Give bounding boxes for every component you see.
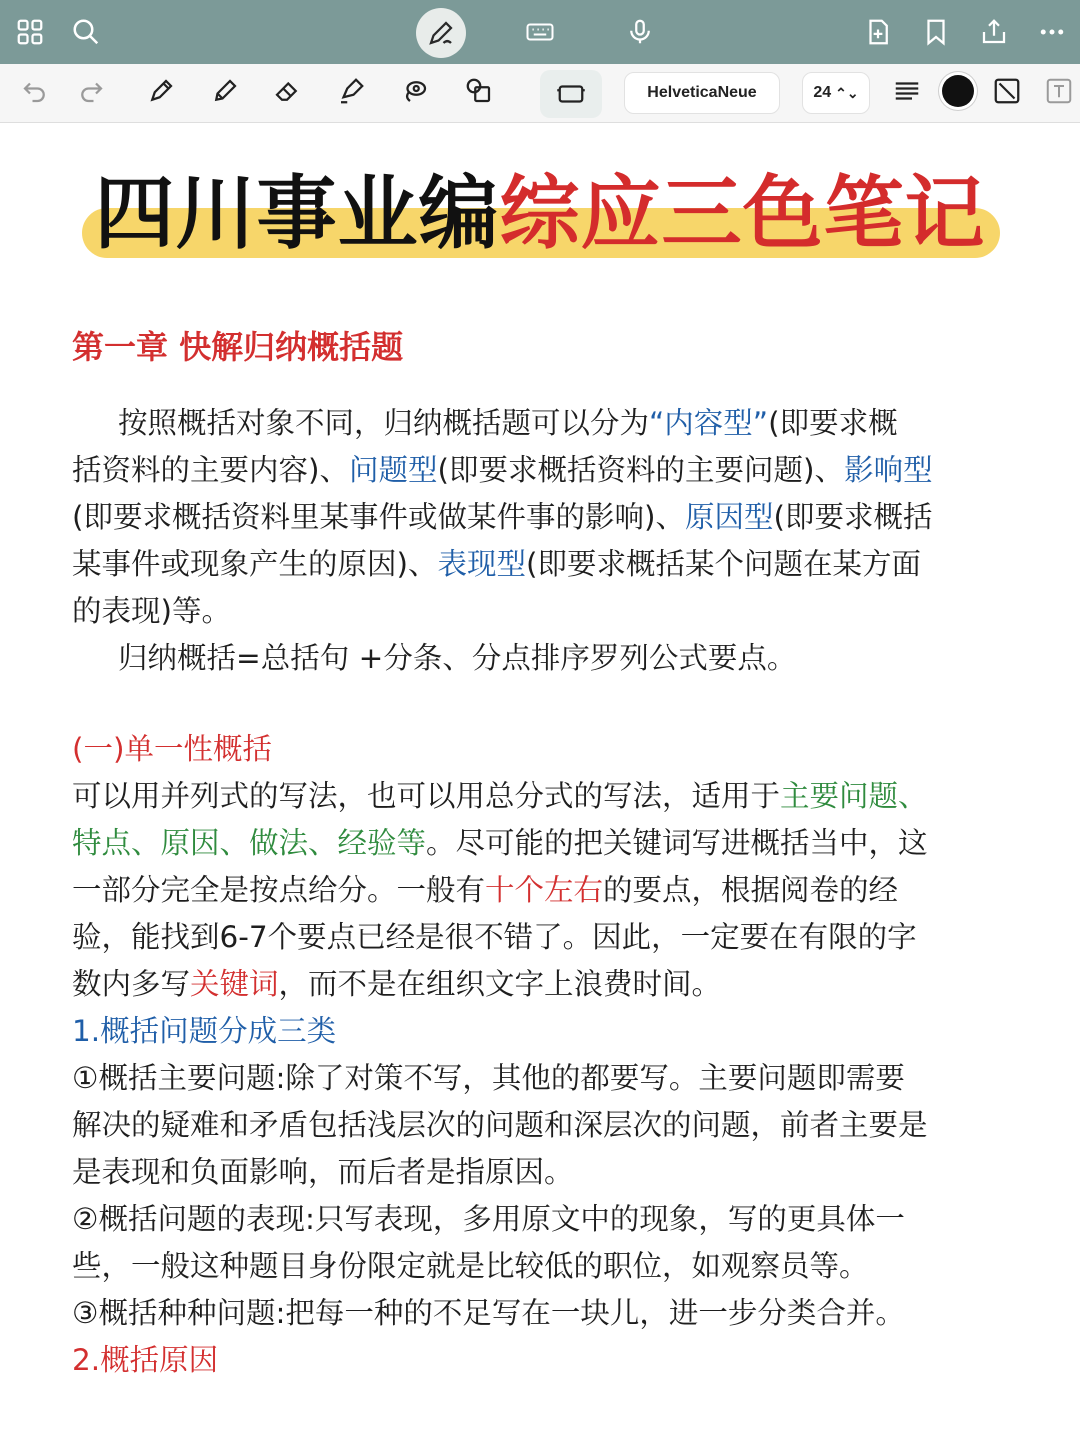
text-run: 某事件或现象产生的原因)、 xyxy=(72,547,438,581)
keyword-blue: “内容型” xyxy=(649,406,769,440)
keyword-blue: 原因型 xyxy=(685,500,774,534)
keyword-blue: 影响型 xyxy=(844,453,933,487)
text-line: 些，一般这种题目身份限定就是比较低的职位，如观察员等。 xyxy=(72,1249,869,1283)
app-top-bar xyxy=(0,0,1080,64)
text-line xyxy=(72,773,1012,820)
bookmark-icon[interactable] xyxy=(914,10,958,54)
text-line: 解决的疑难和矛盾包括浅层次的问题和深层次的问题，前者主要是 xyxy=(72,1108,928,1142)
keyword-blue: 表现型 xyxy=(437,547,527,581)
share-icon[interactable] xyxy=(972,10,1016,54)
section-heading: (一)单一性概括 xyxy=(72,732,273,766)
text-run: 括资料的主要内容)、 xyxy=(72,453,350,487)
formula-line: 归纳概括=总括句 +分条、分点排序罗列公式要点。 xyxy=(118,641,797,675)
search-icon[interactable] xyxy=(64,10,108,54)
text-line xyxy=(72,447,1012,494)
text-line xyxy=(72,867,1012,914)
text-tool-icon[interactable] xyxy=(1038,70,1080,112)
pencil-icon[interactable] xyxy=(204,70,246,112)
text-run: (即要求概括 xyxy=(773,500,933,534)
paragraph-types xyxy=(72,400,1012,682)
text-run: (即要求概括资料的主要问题)、 xyxy=(437,453,845,487)
text-run: (即要求概括某个问题在某方面 xyxy=(526,547,922,581)
subsection-heading: 2.概括原因 xyxy=(72,1343,219,1377)
text-line xyxy=(72,400,1012,447)
text-line: 的表现)等。 xyxy=(72,594,232,628)
keyword-red: 十个左右 xyxy=(485,873,604,907)
text-line: ①概括主要问题:除了对策不写，其他的都要写。主要问题即需要 xyxy=(72,1061,905,1095)
keyboard-icon[interactable] xyxy=(518,10,562,54)
text-run: 一部分完全是按点给分。一般有 xyxy=(72,873,486,907)
text-run: 的要点，根据阅卷的经 xyxy=(603,873,899,907)
text-run: 按照概括对象不同，归纳概括题可以分为 xyxy=(118,406,650,440)
text-run: ，而不是在组织文字上浪费时间。 xyxy=(278,967,722,1001)
text-line xyxy=(72,820,1012,867)
font-size-selector[interactable] xyxy=(802,72,870,114)
eraser-icon[interactable] xyxy=(266,70,308,112)
lasso-icon[interactable] xyxy=(394,70,436,112)
font-selector[interactable]: HelveticaNeue xyxy=(624,72,780,114)
text-run: 数内多写 xyxy=(72,967,191,1001)
paragraph-single-summary xyxy=(72,773,1012,1384)
title-red-part: 综应三色笔记 xyxy=(499,167,986,260)
text-line xyxy=(72,961,1012,1008)
font-size-value: 24 xyxy=(813,84,832,101)
line-style-icon[interactable] xyxy=(986,70,1028,112)
text-line xyxy=(72,541,1012,588)
grid-icon[interactable] xyxy=(8,10,52,54)
color-icon[interactable] xyxy=(942,75,974,107)
shapes-icon[interactable] xyxy=(458,70,500,112)
title-black-part: 四川事业编 xyxy=(94,167,500,260)
pen-tool-icon[interactable] xyxy=(140,70,182,112)
text-line: ②概括问题的表现:只写表现，多用原文中的现象，写的更具体一 xyxy=(72,1202,905,1236)
text-run: (即要求概括资料里某事件或做某件事的影响)、 xyxy=(72,500,686,534)
keyword-green: 主要问题、 xyxy=(780,779,928,813)
align-icon[interactable] xyxy=(886,70,928,112)
image-tool-button[interactable] xyxy=(540,70,602,118)
keyword-blue: 问题型 xyxy=(349,453,438,487)
text-run: 。尽可能的把关键词写进概括当中，这 xyxy=(426,826,928,860)
text-line: 验，能找到6-7个要点已经是很不错了。因此，一定要在有限的字 xyxy=(72,920,917,954)
text-run: (即要求概 xyxy=(768,406,898,440)
microphone-icon[interactable] xyxy=(618,10,662,54)
chapter-heading: 第一章 快解归纳概括题 xyxy=(72,328,404,366)
page-title xyxy=(0,166,1080,262)
text-line: ③概括种种问题:把每一种的不足写在一块儿，进一步分类合并。 xyxy=(72,1296,905,1330)
pen-icon[interactable] xyxy=(416,8,466,58)
text-run: 可以用并列式的写法，也可以用总分式的写法，适用于 xyxy=(72,779,781,813)
text-line: 是表现和负面影响，而后者是指原因。 xyxy=(72,1155,574,1189)
keyword-red: 关键词 xyxy=(190,967,279,1001)
subsection-heading: 1.概括问题分成三类 xyxy=(72,1014,337,1048)
undo-icon[interactable] xyxy=(14,70,56,112)
redo-icon[interactable] xyxy=(70,70,112,112)
text-line xyxy=(72,494,1012,541)
more-icon[interactable] xyxy=(1030,10,1074,54)
chevron-updown-icon: ⌃⌄ xyxy=(835,84,859,101)
highlighter-icon[interactable] xyxy=(330,70,372,112)
keyword-green: 特点、原因、做法、经验等 xyxy=(72,826,427,860)
add-page-icon[interactable] xyxy=(856,10,900,54)
